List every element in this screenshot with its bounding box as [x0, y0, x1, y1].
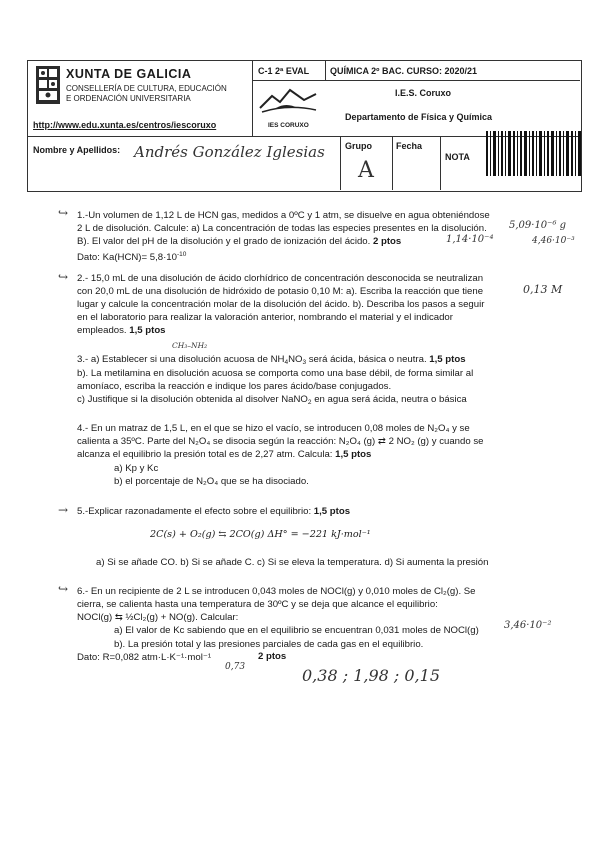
q4-line-2: calienta a 35ºC. Parte del N₂O₄ se disocia según la reacción: N₂O₄ (g) ⇄ 2 NO₂ (g) y cuando se [77, 436, 484, 447]
name-label: Nombre y Apellidos: [33, 145, 121, 155]
coruxo-logo-text: IES CORUXO [268, 122, 309, 129]
q2-line-3: lugar y calcule la concentración molar de la disolución del ácido. b). Describa los pasos a seguir [77, 299, 485, 310]
q2-line-4: en el laboratorio para realizar la valoración anterior, nombrando el material y el indicador [77, 312, 453, 323]
q4-item-a: a) Kp y Kc [114, 463, 159, 474]
student-name: Andrés González Iglesias [134, 143, 325, 161]
hw-note-1: 5,09·10⁻⁶ g [509, 220, 567, 231]
q5-equation: 2C(s) + O₂(g) ⇆ 2CO(g) ΔH° = −221 kJ·mol⁻¹ [150, 529, 371, 540]
school-name: I.E.S. Coruxo [395, 88, 452, 98]
q1-line-3: B). El valor del pH de la disolución y el grado de ionización del ácido. 2 ptos [77, 236, 402, 247]
q1-dato: Dato: $Ka(HCN)= 5,8\cdot 10^{-10}$ [77, 251, 187, 263]
eval-label: C-1 2ª EVAL [258, 66, 310, 76]
q3-line-2: b). La metilamina en disolución acuosa se comporta como una base débil, de forma similar al [77, 368, 474, 379]
q3-line-4: c) Justifique si la disolución obtenida al disolver NaNO$_2$ en agua será ácida, neutra o básica [77, 394, 467, 406]
school-url[interactable]: http://www.edu.xunta.es/centros/iescoruxo [33, 120, 217, 130]
hw-note-3: 1,14·10⁻⁴ [446, 234, 494, 245]
hw-note-8: 0,38 ; 1,98 ; 0,15 [302, 666, 440, 685]
q3-line-3: amoníaco, escriba la reacción e indique los pares ácido/base conjugados. [77, 381, 392, 392]
date-divider [392, 137, 393, 190]
group-label: Grupo [345, 141, 372, 151]
q6-item-b: b). La presión total y las presiones parciales de cada gas en el equilibrio. [114, 639, 424, 650]
q2-arrow: ↪ [58, 270, 69, 284]
date-label: Fecha [396, 141, 423, 151]
hw-note-7: 0,73 [225, 662, 246, 672]
group-value: A [358, 158, 374, 183]
grade-divider [440, 137, 441, 190]
q5-options: a) Si se añade CO. b) Si se añade C. c) Si se eleva la temperatura. d) Si aumenta la presión [96, 557, 489, 568]
q1-line-2: 2 L de disolución. Calcule: a) La concentración de todas las especies presentes en la disolución. [77, 223, 487, 234]
header-eval-divider [325, 60, 326, 81]
q5-arrow: → [58, 503, 69, 517]
q3-line-1: 3.- a) Establecer si una disolución acuosa de $NH_4NO_3$ será ácida, básica o neutra. 1,5 ptos [77, 354, 466, 366]
q2-line-1: 2.- 15,0 mL de una disolución de ácido clorhídrico de concentración desconocida se neutralizan [77, 273, 484, 284]
q4-line-3: alcanza el equilibrio la presión total es de 2,27 atm. Calcula: 1,5 ptos [77, 449, 372, 460]
q6-item-a: a) El valor de Kc sabiendo que en el equilibrio se encuentran 0,031 moles de NOCl(g) [114, 625, 479, 636]
hw-note-6: 3,46·10⁻² [504, 620, 552, 631]
q1-arrow: ↪ [58, 206, 69, 220]
q4-line-1: 4.- En un matraz de 1,5 L, en el que se hizo el vacío, se introducen 0,08 moles de N₂O₄ y se [77, 423, 470, 434]
org-dept-1: CONSELLERÍA DE CULTURA, EDUCACIÓN [66, 84, 227, 93]
barcode [486, 131, 582, 176]
q6-line-2: cierra, se calienta hasta una temperatura de 30ºC y se deja que alcance el equilibrio: [77, 599, 438, 610]
group-divider [340, 137, 341, 190]
hw-note-5: CH₃–NH₂ [172, 341, 208, 350]
header-row-divider [252, 80, 580, 81]
q1-line-1: 1.-Un volumen de 1,12 L de HCN gas, medidos a 0ºC y 1 atm, se disuelve en agua obteniéndose [77, 210, 490, 221]
header-vdivider [252, 60, 253, 137]
subject-label: QUÍMICA 2º BAC. CURSO: 2020/21 [330, 66, 477, 76]
coruxo-logo [258, 86, 320, 122]
q4-item-b: b) el porcentaje de N₂O₄ que se ha disociado. [114, 476, 309, 487]
hw-note-4: 0,13 M [523, 283, 563, 296]
q5-line-1: 5.-Explicar razonadamente el efecto sobre el equilibrio: 1,5 ptos [77, 506, 351, 517]
q6-points: 2 ptos [258, 651, 287, 662]
q6-dato: Dato: R=0,082 atm·L·K⁻¹·mol⁻¹ [77, 652, 212, 663]
org-dept-2: E ORDENACIÓN UNIVERSITARIA [66, 94, 191, 103]
q6-line-3: NOCl(g) ⇆ ½Cl₂(g) + NO(g). Calcular: [77, 612, 239, 623]
q2-line-2: con 20,0 mL de una disolución de hidróxido de potasio 0,10 M: a). Escriba la reacción que tiene [77, 286, 484, 297]
org-name: XUNTA DE GALICIA [66, 67, 192, 81]
xunta-logo [36, 66, 60, 104]
q6-line-1: 6.- En un recipiente de 2 L se introducen 0,043 moles de NOCl(g) y 0,010 moles de Cl₂(g). Se [77, 586, 476, 597]
hw-note-2: 4,46·10⁻³ [532, 236, 575, 246]
q2-line-5: empleados. 1,5 ptos [77, 325, 166, 336]
grade-label: NOTA [445, 152, 470, 162]
q6-arrow: ↪ [58, 582, 69, 596]
department-label: Departamento de Física y Química [345, 112, 493, 122]
